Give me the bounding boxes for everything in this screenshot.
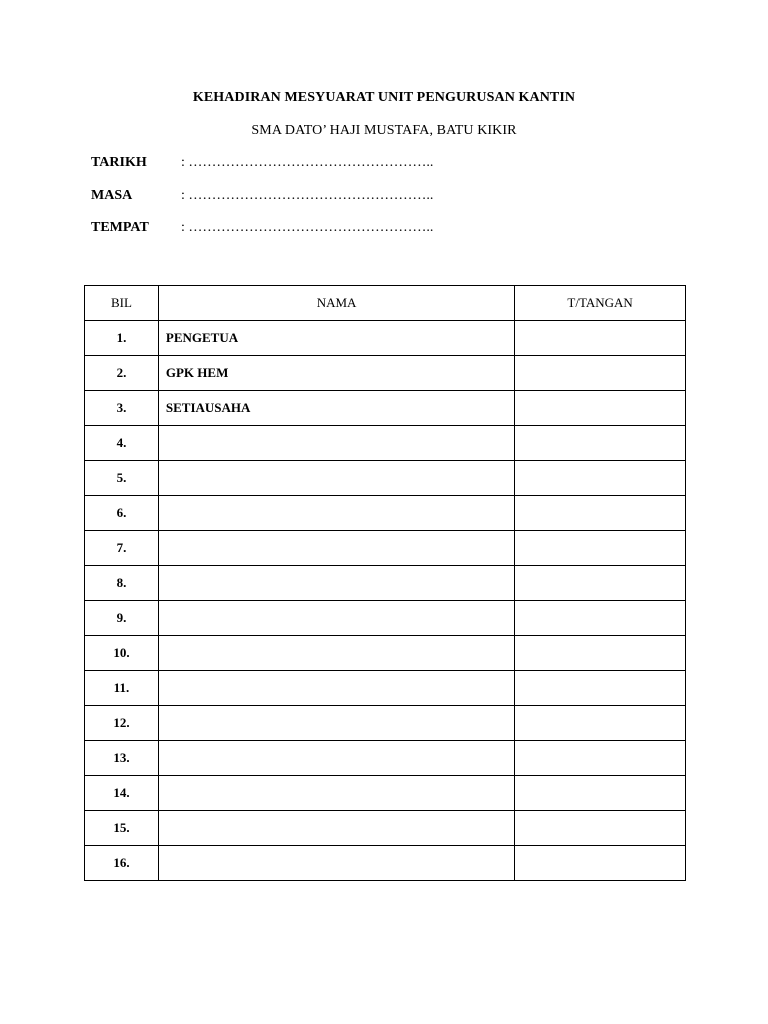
table-row <box>85 601 686 636</box>
cell-tandatangan <box>515 426 686 461</box>
field-masa <box>91 188 433 204</box>
field-label: MASA <box>91 188 133 203</box>
cell-nama <box>158 811 514 846</box>
table-row <box>85 496 686 531</box>
document-subtitle: SMA DATO’ HAJI MUSTAFA, BATU KIKIR <box>251 123 517 138</box>
table-row <box>85 706 686 741</box>
cell-nama <box>158 601 514 636</box>
cell-nama <box>158 636 514 671</box>
cell-nama <box>158 426 514 461</box>
document-title: KEHADIRAN MESYUARAT UNIT PENGURUSAN KANTIN <box>192 90 576 105</box>
cell-tandatangan <box>515 356 686 391</box>
cell-bil: 9. <box>85 601 159 636</box>
table-row <box>85 636 686 671</box>
table-header-row <box>85 286 686 321</box>
field-tempat <box>91 220 433 236</box>
cell-tandatangan <box>515 461 686 496</box>
cell-nama: SETIAUSAHA <box>158 391 514 426</box>
cell-tandatangan <box>515 811 686 846</box>
cell-bil: 5. <box>85 461 159 496</box>
cell-bil: 8. <box>85 566 159 601</box>
table-row <box>85 776 686 811</box>
table-row <box>85 461 686 496</box>
cell-tandatangan <box>515 706 686 741</box>
cell-nama <box>158 846 514 881</box>
cell-bil: 13. <box>85 741 159 776</box>
cell-nama: GPK HEM <box>158 356 514 391</box>
cell-tandatangan <box>515 846 686 881</box>
cell-tandatangan <box>515 671 686 706</box>
table-row <box>85 356 686 391</box>
cell-bil: 16. <box>85 846 159 881</box>
table-row <box>85 671 686 706</box>
cell-bil: 11. <box>85 671 159 706</box>
field-label: TARIKH <box>91 155 147 170</box>
cell-nama <box>158 531 514 566</box>
table-row <box>85 321 686 356</box>
table-row <box>85 566 686 601</box>
cell-tandatangan <box>515 741 686 776</box>
field-value: : …………………………………………….. <box>181 188 434 203</box>
cell-bil: 12. <box>85 706 159 741</box>
cell-bil: 1. <box>85 321 159 356</box>
cell-nama <box>158 706 514 741</box>
field-value: : …………………………………………….. <box>181 220 434 235</box>
cell-nama <box>158 566 514 601</box>
cell-nama: PENGETUA <box>158 321 514 356</box>
header-nama: NAMA <box>158 286 514 321</box>
attendance-table <box>84 285 686 881</box>
cell-bil: 3. <box>85 391 159 426</box>
field-label: TEMPAT <box>91 220 149 235</box>
field-tarikh <box>91 155 433 171</box>
cell-tandatangan <box>515 391 686 426</box>
cell-nama <box>158 776 514 811</box>
cell-nama <box>158 741 514 776</box>
cell-nama <box>158 496 514 531</box>
cell-tandatangan <box>515 531 686 566</box>
table-row <box>85 426 686 461</box>
cell-bil: 4. <box>85 426 159 461</box>
table-row <box>85 811 686 846</box>
cell-tandatangan <box>515 776 686 811</box>
table-row <box>85 741 686 776</box>
cell-bil: 10. <box>85 636 159 671</box>
table-row <box>85 846 686 881</box>
cell-bil: 15. <box>85 811 159 846</box>
cell-tandatangan <box>515 601 686 636</box>
cell-tandatangan <box>515 496 686 531</box>
cell-bil: 2. <box>85 356 159 391</box>
cell-nama <box>158 671 514 706</box>
cell-nama <box>158 461 514 496</box>
cell-tandatangan <box>515 636 686 671</box>
cell-bil: 6. <box>85 496 159 531</box>
table-row <box>85 531 686 566</box>
cell-bil: 7. <box>85 531 159 566</box>
field-value: : …………………………………………….. <box>181 155 434 170</box>
header-tandatangan: T/TANGAN <box>515 286 686 321</box>
table-row <box>85 391 686 426</box>
cell-tandatangan <box>515 566 686 601</box>
header-bil: BIL <box>85 286 159 321</box>
cell-tandatangan <box>515 321 686 356</box>
cell-bil: 14. <box>85 776 159 811</box>
